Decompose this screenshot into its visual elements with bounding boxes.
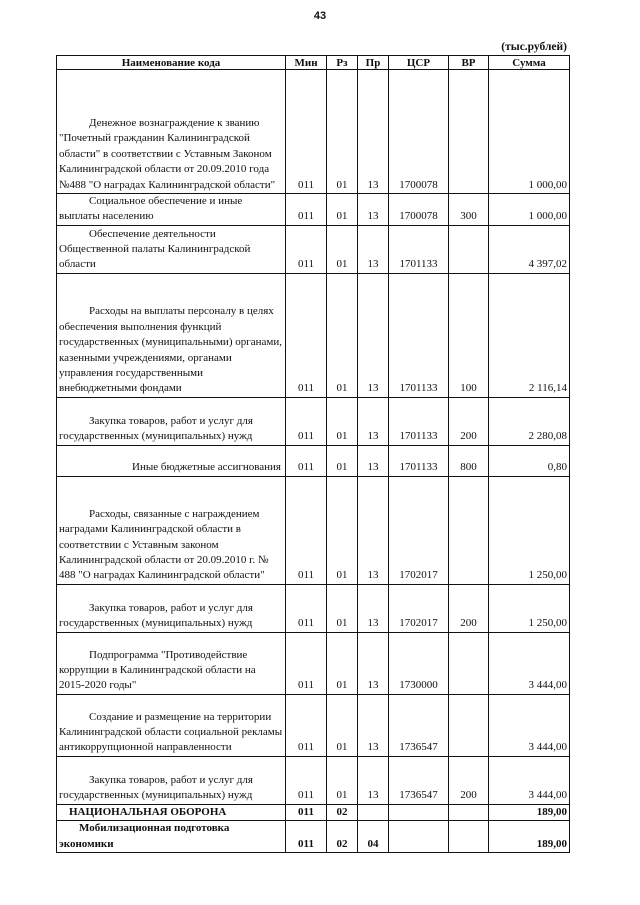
cell-pr: 13 xyxy=(358,445,389,476)
cell-rz: 02 xyxy=(327,804,358,820)
cell-sum: 3 444,00 xyxy=(489,756,570,804)
cell-sum: 2 280,08 xyxy=(489,397,570,445)
cell-pr: 13 xyxy=(358,273,389,397)
table-row xyxy=(57,584,570,632)
table-row xyxy=(57,694,570,756)
table-row xyxy=(57,756,570,804)
cell-name: Иные бюджетные ассигнования xyxy=(57,445,286,476)
units-label: (тыс.рублей) xyxy=(501,41,567,53)
table-row xyxy=(57,194,570,226)
cell-csr: 1701133 xyxy=(389,225,449,273)
cell-csr: 1701133 xyxy=(389,445,449,476)
cell-csr: 1730000 xyxy=(389,632,449,694)
cell-vr: 300 xyxy=(449,194,489,226)
cell-min: 011 xyxy=(286,476,327,584)
cell-name: Закупка товаров, работ и услуг для государственных (муниципальных) нужд xyxy=(57,397,286,445)
cell-name: Закупка товаров, работ и услуг для государственных (муниципальных) нужд xyxy=(57,584,286,632)
column-header-vr: ВР xyxy=(449,56,489,70)
cell-csr: 1701133 xyxy=(389,397,449,445)
cell-vr xyxy=(449,632,489,694)
cell-name: Расходы, связанные с награждением наградами Калининградской области в соответствии с Уставным законом Калининградской области от 20.09.2010 г. № 488 "О наградах Калининградской области" xyxy=(57,476,286,584)
cell-sum: 0,80 xyxy=(489,445,570,476)
cell-min: 011 xyxy=(286,194,327,226)
cell-rz: 02 xyxy=(327,821,358,853)
cell-pr: 13 xyxy=(358,70,389,194)
cell-min: 011 xyxy=(286,804,327,820)
cell-min: 011 xyxy=(286,821,327,853)
cell-rz: 01 xyxy=(327,397,358,445)
cell-pr: 13 xyxy=(358,756,389,804)
column-header-csr: ЦСР xyxy=(389,56,449,70)
cell-name: НАЦИОНАЛЬНАЯ ОБОРОНА xyxy=(57,804,286,820)
cell-csr: 1701133 xyxy=(389,273,449,397)
cell-rz: 01 xyxy=(327,476,358,584)
table-row xyxy=(57,632,570,694)
cell-csr: 1736547 xyxy=(389,756,449,804)
cell-vr xyxy=(449,70,489,194)
cell-csr: 1700078 xyxy=(389,194,449,226)
cell-min: 011 xyxy=(286,225,327,273)
cell-min: 011 xyxy=(286,445,327,476)
cell-name: Социальное обеспечение и иные выплаты населению xyxy=(57,194,286,226)
cell-vr: 100 xyxy=(449,273,489,397)
cell-rz: 01 xyxy=(327,756,358,804)
cell-rz: 01 xyxy=(327,694,358,756)
cell-sum: 1 000,00 xyxy=(489,194,570,226)
page-number: 43 xyxy=(313,10,327,22)
table-row-section xyxy=(57,804,570,820)
table-header-row xyxy=(57,56,570,70)
cell-csr xyxy=(389,821,449,853)
cell-pr: 13 xyxy=(358,194,389,226)
budget-table xyxy=(56,55,570,853)
cell-csr: 1702017 xyxy=(389,476,449,584)
cell-csr xyxy=(389,804,449,820)
cell-sum: 3 444,00 xyxy=(489,632,570,694)
cell-vr xyxy=(449,821,489,853)
cell-min: 011 xyxy=(286,756,327,804)
cell-rz: 01 xyxy=(327,70,358,194)
cell-rz: 01 xyxy=(327,584,358,632)
cell-sum: 1 000,00 xyxy=(489,70,570,194)
cell-min: 011 xyxy=(286,70,327,194)
table-row xyxy=(57,476,570,584)
cell-sum: 189,00 xyxy=(489,804,570,820)
cell-vr: 200 xyxy=(449,397,489,445)
cell-min: 011 xyxy=(286,632,327,694)
cell-min: 011 xyxy=(286,273,327,397)
cell-pr: 13 xyxy=(358,584,389,632)
table-row xyxy=(57,445,570,476)
table-row xyxy=(57,273,570,397)
cell-vr xyxy=(449,476,489,584)
table-row xyxy=(57,397,570,445)
cell-sum: 189,00 xyxy=(489,821,570,853)
cell-rz: 01 xyxy=(327,632,358,694)
cell-name: Закупка товаров, работ и услуг для государственных (муниципальных) нужд xyxy=(57,756,286,804)
cell-min: 011 xyxy=(286,694,327,756)
cell-pr: 04 xyxy=(358,821,389,853)
cell-vr xyxy=(449,225,489,273)
cell-min: 011 xyxy=(286,397,327,445)
column-header-sum: Сумма xyxy=(489,56,570,70)
cell-vr xyxy=(449,804,489,820)
table-row xyxy=(57,70,570,194)
cell-vr: 200 xyxy=(449,584,489,632)
cell-vr xyxy=(449,694,489,756)
cell-csr: 1702017 xyxy=(389,584,449,632)
cell-pr xyxy=(358,804,389,820)
cell-sum: 3 444,00 xyxy=(489,694,570,756)
cell-pr: 13 xyxy=(358,632,389,694)
cell-vr: 200 xyxy=(449,756,489,804)
cell-csr: 1736547 xyxy=(389,694,449,756)
cell-name: Создание и размещение на территории Калининградской области социальной рекламы антикоррупционной направленности xyxy=(57,694,286,756)
cell-sum: 2 116,14 xyxy=(489,273,570,397)
cell-pr: 13 xyxy=(358,225,389,273)
cell-sum: 1 250,00 xyxy=(489,584,570,632)
cell-name: Подпрограмма "Противодействие коррупции в Калининградской области на 2015-2020 годы" xyxy=(57,632,286,694)
cell-pr: 13 xyxy=(358,397,389,445)
cell-sum: 4 397,02 xyxy=(489,225,570,273)
column-header-min: Мин xyxy=(286,56,327,70)
cell-vr: 800 xyxy=(449,445,489,476)
cell-name: Мобилизационная подготовка экономики xyxy=(57,821,286,853)
column-header-rz: Рз xyxy=(327,56,358,70)
cell-name: Денежное вознаграждение к званию "Почетный гражданин Калининградской области" в соответствии с Уставным Законом Калининградской области от 20.09.2010 года №488 "О наградах Калининградской области" xyxy=(57,70,286,194)
column-header-name: Наименование кода xyxy=(57,56,286,70)
cell-min: 011 xyxy=(286,584,327,632)
cell-sum: 1 250,00 xyxy=(489,476,570,584)
cell-pr: 13 xyxy=(358,694,389,756)
cell-rz: 01 xyxy=(327,225,358,273)
table-row-subsection xyxy=(57,821,570,853)
cell-pr: 13 xyxy=(358,476,389,584)
cell-csr: 1700078 xyxy=(389,70,449,194)
column-header-pr: Пр xyxy=(358,56,389,70)
cell-name: Обеспечение деятельности Общественной палаты Калининградской области xyxy=(57,225,286,273)
cell-rz: 01 xyxy=(327,273,358,397)
cell-name: Расходы на выплаты персоналу в целях обеспечения выполнения функций государственных (муниципальными) органами, казенными учреждениями, органами управления государственными внебюджетными фондами xyxy=(57,273,286,397)
table-row xyxy=(57,225,570,273)
cell-rz: 01 xyxy=(327,445,358,476)
cell-rz: 01 xyxy=(327,194,358,226)
